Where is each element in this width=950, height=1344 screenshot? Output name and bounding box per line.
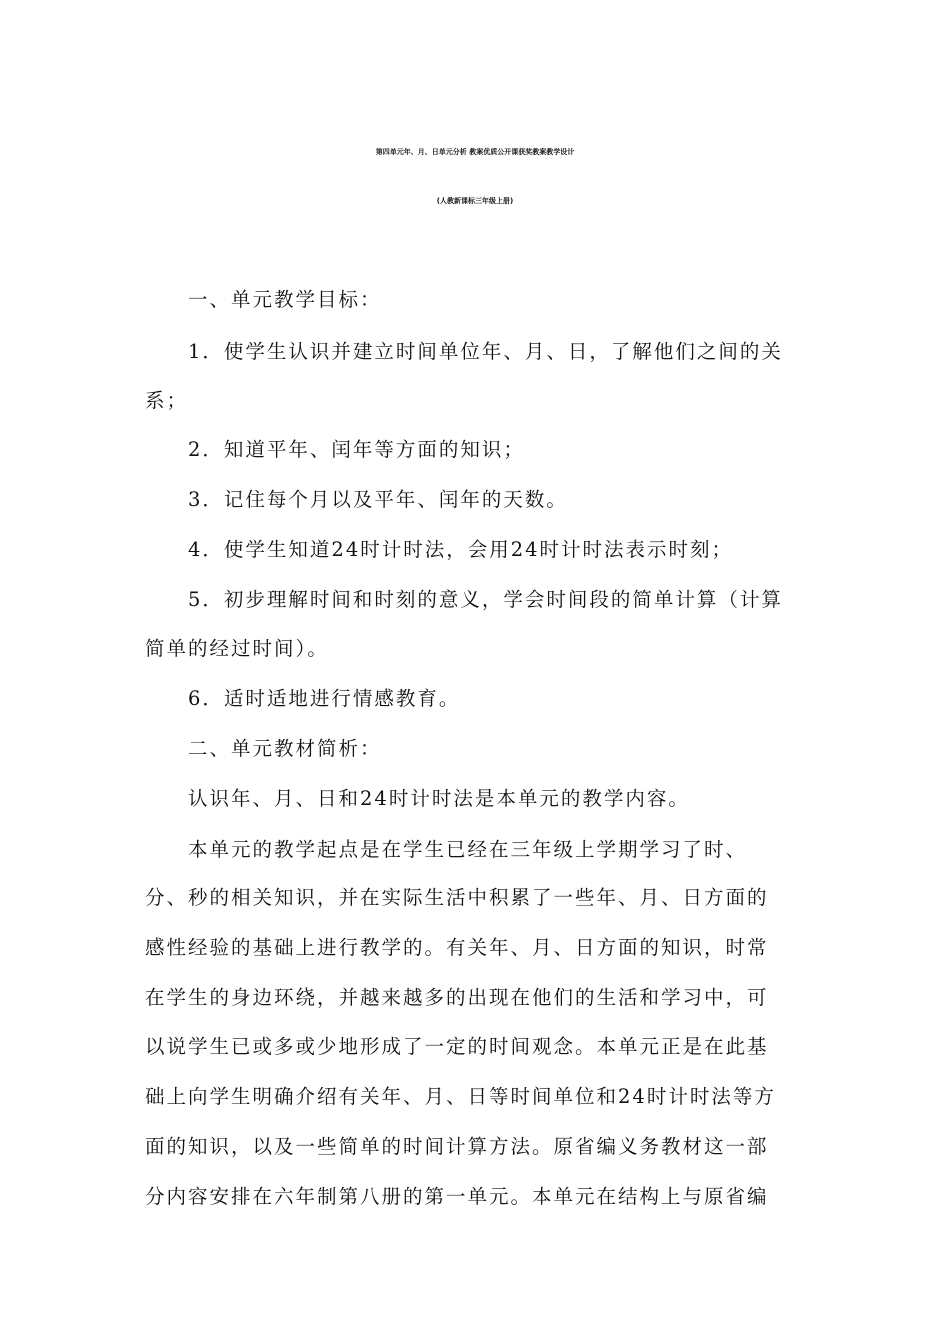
- objective-item-2: 2．知道平年、闰年等方面的知识；: [188, 438, 525, 461]
- materials-paragraph-2-line-7: 面的知识，以及一些简单的时间计算方法。原省编义务教材这一部: [145, 1135, 769, 1158]
- objective-item-5-continued: 简单的经过时间）。: [145, 637, 329, 660]
- objective-item-3: 3．记住每个月以及平年、闰年的天数。: [188, 488, 568, 511]
- document-title: 第四单元年、月、日单元分析 教案优质公开课获奖教案教学设计: [375, 148, 575, 156]
- materials-paragraph-2-line-2: 分、秒的相关知识，并在实际生活中积累了一些年、月、日方面的: [145, 886, 769, 909]
- objective-item-4: 4．使学生知道24时计时法，会用24时计时法表示时刻；: [188, 538, 734, 561]
- materials-paragraph-2-line-3: 感性经验的基础上进行教学的。有关年、月、日方面的知识，时常: [145, 936, 769, 959]
- materials-paragraph-2-line-4: 在学生的身边环绕，并越来越多的出现在他们的生活和学习中，可: [145, 986, 769, 1009]
- objective-item-6: 6．适时适地进行情感教育。: [188, 687, 461, 710]
- materials-paragraph-2-line-5: 以说学生已或多或少地形成了一定的时间观念。本单元正是在此基: [145, 1035, 769, 1058]
- materials-paragraph-2-line-8: 分内容安排在六年制第八册的第一单元。本单元在结构上与原省编: [145, 1185, 769, 1208]
- section-heading-materials: 二、单元教材简析：: [188, 737, 382, 760]
- objective-item-1: 1．使学生认识并建立时间单位年、月、日，了解他们之间的关: [188, 340, 783, 363]
- document-subtitle: (人教新课标三年级上册): [436, 197, 514, 205]
- materials-paragraph-2-line-6: 础上向学生明确介绍有关年、月、日等时间单位和24时计时法等方: [145, 1085, 776, 1108]
- objective-item-1-continued: 系；: [145, 389, 189, 412]
- materials-paragraph-2-line-1: 本单元的教学起点是在学生已经在三年级上学期学习了时、: [188, 838, 748, 861]
- materials-paragraph-1: 认识年、月、日和24时计时法是本单元的教学内容。: [188, 787, 690, 810]
- objective-item-5: 5．初步理解时间和时刻的意义，学会时间段的简单计算（计算: [188, 588, 783, 611]
- section-heading-objectives: 一、单元教学目标：: [188, 288, 382, 311]
